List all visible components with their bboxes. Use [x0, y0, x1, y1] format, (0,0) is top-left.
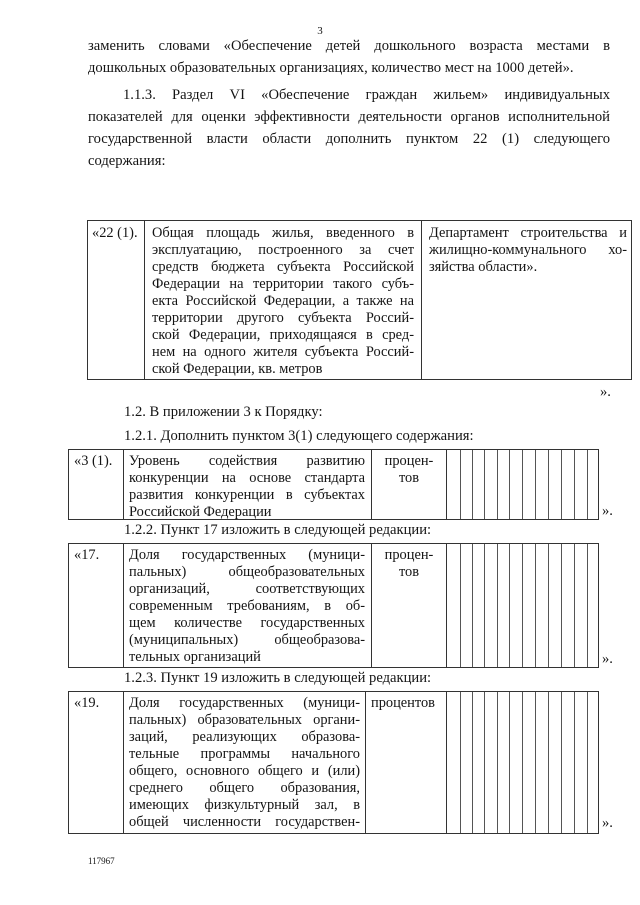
table2-text: Уровень содействия развитию конкуренции на основе стандарта развития конкуренции в субъектах Российской Федерации [129, 453, 365, 520]
page-number: 3 [317, 25, 323, 37]
table4-close-quote: ». [602, 815, 613, 831]
table3-unit: процен- тов [384, 547, 434, 580]
table4-text: Доля государственных (муници- пальных) образовательных органи- заций, реализующих образова- тельные программы начального общего, основного общего и (или) среднего общего образования, имеющих физкультурный зал, в общей численности государствен- [129, 695, 360, 830]
table1-close-quote: ». [600, 384, 611, 400]
table-indicator-22-1 [87, 220, 632, 380]
table3-num: «17. [74, 547, 100, 563]
table2-close-quote: ». [602, 503, 613, 519]
table-indicator-17 [68, 543, 599, 668]
para-113-line-2: показателей для оценки эффективности деятельности органов исполнительной [88, 109, 610, 125]
table1-responsible: Департамент строительства и жилищно-коммунального хо- зяйства области». [429, 225, 627, 275]
table3-text: Доля государственных (муници- пальных) общеобразовательных организаций, соответствующих современным требованиям, в об- щем количестве государственных (муниципальных) общеобразова- тельных организаций [129, 547, 365, 665]
para-113-line-4: содержания: [88, 153, 166, 169]
para-121: 1.2.1. Дополнить пунктом 3(1) следующего содержания: [124, 428, 474, 444]
document-code: 117967 [88, 856, 115, 866]
para-122: 1.2.2. Пункт 17 изложить в следующей редакции: [124, 522, 432, 538]
table4-unit: процентов [371, 695, 435, 711]
table3-close-quote: ». [602, 651, 613, 667]
table2-num: «3 (1). [74, 453, 113, 469]
table1-text: Общая площадь жилья, введенного в эксплуатацию, построенного за счет средств бюджета субъекта Российской Федерации на территории такого субъ- екта Российской Федерации, а также на территории другого субъекта Россий- ской Федерации, приходящаяся в сред- нем на одного жителя субъекта Россий- ской Федерации, кв. метров [152, 225, 414, 377]
para-12: 1.2. В приложении 3 к Порядку: [124, 404, 323, 420]
table4-num: «19. [74, 695, 100, 711]
para-123: 1.2.3. Пункт 19 изложить в следующей редакции: [124, 670, 432, 686]
para-113-line-1: 1.1.3. Раздел VI «Обеспечение граждан жильем» индивидуальных [123, 87, 610, 103]
intro-line-1: заменить словами «Обеспечение детей дошкольного возраста местами в [88, 38, 610, 54]
table1-num: «22 (1). [92, 225, 138, 241]
para-113-line-3: государственной власти области дополнить пунктом 22 (1) следующего [88, 131, 610, 147]
table-indicator-19 [68, 691, 599, 834]
table2-unit: процен- тов [384, 453, 434, 486]
table-indicator-3-1 [68, 449, 599, 520]
intro-line-2: дошкольных образовательных организациях, количество мест на 1000 детей». [88, 60, 574, 76]
